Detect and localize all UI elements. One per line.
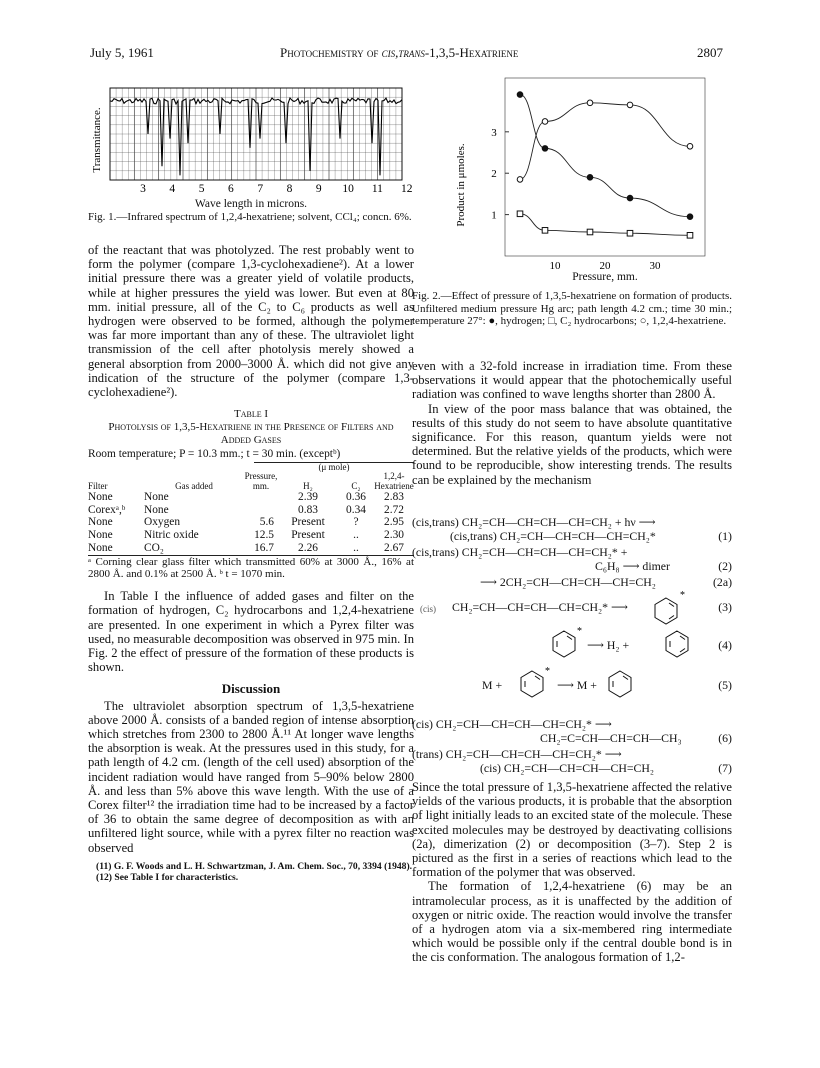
running-title [280,45,518,61]
excited-star-4: * [577,626,582,637]
cyclohexadiene-ring-5a [521,671,543,697]
table-cell [244,504,278,517]
table-row [88,529,414,542]
data-point-filled-circle [627,195,633,201]
table-cell: 2.30 [384,528,404,541]
table-cell: Present [291,528,325,541]
reaction-5-number: (5) [718,678,732,692]
left-column [88,243,414,883]
reaction-7b: (cis) CH₂=CH—CH=CH—CH=CH₂ [480,761,655,775]
excited-star-5: * [545,666,550,677]
ir-spectrum-plot [88,78,414,218]
fig2-xtick-label: 10 [549,260,561,272]
series-curve-open-circle [520,103,690,180]
reaction-3-reactant: CH₂=CH—CH=CH—CH=CH₂* ⟶ [452,600,628,614]
table-cell: .. [353,541,359,554]
table-conditions: Room temperature; P = 10.3 mm.; t = 30 min. (exceptᵇ) [88,448,341,461]
data-point-square [587,229,593,235]
data-point-square [517,211,523,217]
reaction-1b: (cis,trans) CH₂=CH—CH=CH—CH=CH₂* [450,529,656,543]
th-pressure: Pressure, mm. [244,471,278,491]
table-cell: 2.95 [384,516,404,529]
table-cell: 5.6 [259,516,274,529]
reaction-6-number: (6) [718,731,732,745]
table-row [88,542,414,555]
reaction-3-number: (3) [718,600,732,614]
fig1-xlabel: Wave length in microns. [194,198,308,210]
data-point-open-circle [587,100,593,106]
ir-tick-label: 10 [342,183,354,195]
cyclohexadiene-ring-5b [609,671,631,697]
table-row [88,516,414,529]
reaction-7a: (trans) CH₂=CH—CH=CH—CH=CH₂* ⟶ [412,747,622,761]
th-umole: (μ mole) [254,462,414,473]
table-header-row [88,462,414,492]
table-cell: None [88,528,113,541]
fig2-ytick-label: 1 [491,209,497,222]
table-cell: 2.67 [384,541,404,554]
reaction-6b: CH₂=C=CH—CH=CH—CH₃ [540,731,682,745]
mechanism [412,516,732,716]
ir-tick-label: 6 [228,183,234,195]
data-point-filled-circle [542,146,548,152]
table-title: Photolysis of 1,3,5-Hexatriene in the Presence of Filters and Added Gases [108,421,394,446]
reaction-7-number: (7) [718,761,732,775]
pressure-chart [450,70,710,285]
table-cell: 2.39 [298,491,318,504]
reaction-1a: (cis,trans) CH₂=CH—CH=CH—CH=CH₂ + hν ⟶ [412,515,656,529]
header-date: July 5, 1961 [90,45,154,60]
right-paragraph-4: The formation of 1,2,4-hexatriene (6) may be an intramolecular process, as it is unaffected by the addition of oxygen or nitric oxide. The reaction would involve the transfer of a hydrogen atom via a six-membered ring intermediate which would be possible only if the central double bond is in the cis conformation. The analogous formation of 1,2- [412,879,732,965]
data-point-filled-circle [687,214,693,220]
right-paragraph-2: In view of the poor mass balance that was obtained, the results of this study do not seem to have absolute quantitative significance. For this reason, quantum yields were not determined. But the relative yields of the products, which were found to be reproducible, show interesting trends. The results can be explained by the mechanism [412,401,732,487]
footnote-12: (12) See Table I for characteristics. [96,871,239,883]
left-paragraph-1: of the reactant that was photolyzed. The rest probably went to form the polymer (compare 1,3-cyclohexadiene²). At a lower initial pressure there was a greater yield of volatile products, while at higher pressures the yield was lower. But even at 80 mm. initial pressure, all of the C₂ to C₆ products as well as hydrogen were observed to be formed, although the polymer was far more important than any of these. The ultraviolet light transmission of the cell after photolysis merely showed a general absorption from 2000–3000 Å. which did not give any indication of the structure of the polymer (compare 1,3-cyclohexadiene²). [88,243,414,400]
benzene-ring-4b [666,631,688,657]
table-cell: 12.5 [254,528,274,541]
data-point-open-circle [542,119,548,125]
running-title-suffix: -1,3,5-Hexatriene [424,45,519,60]
table-footnote: ᵃ Corning clear glass filter which transmitted 60% at 3000 Å., 16% at 2800 Å. and 0.1% at 2500 Å. ᵇ t = 1070 min. [88,556,414,581]
cyclohexadiene-ring-3 [655,598,677,624]
th-filter: Filter [88,480,108,491]
fig2-ylabel: Product in μmoles. [455,143,467,227]
data-point-open-circle [627,102,633,108]
right-column-top [412,359,732,487]
ir-tick-labels [140,183,413,195]
table-row [88,504,414,517]
table-row [88,491,414,504]
table-label: Table I [233,408,269,421]
running-title-italic: cis,trans [381,45,425,60]
reaction-2b: C₆H₈ ⟶ dimer [595,559,670,573]
table-cell: Corexᵃ,ᵇ [88,503,126,516]
left-paragraph-2: In Table I the influence of added gases and filter on the formation of hydrogen, C₂ hydrocarbons and 1,2,4-hexatriene are presented. In one experiment in which a Pyrex filter was used, no measurable decomposition was observed in 975 min. In Fig. 2 the effect of pressure of the formation of these products is shown. [88,589,414,675]
ir-tick-label: 4 [169,183,176,195]
page-number: 2807 [697,45,723,60]
running-title-prefix: Photochemistry of [280,45,382,60]
reaction-5-right: ⟶ M + [557,678,597,692]
right-column-bottom [412,780,732,965]
reaction-2a-number: (2a) [713,575,732,589]
reaction-2a-products: ⟶ 2CH₂=CH—CH=CH—CH=CH₂ [480,575,656,589]
table-cell: .. [353,528,359,541]
th-hexatriene-label: 1,2,4-Hexatriene [374,471,414,491]
table-cell: None [88,541,113,554]
table-cell: 0.34 [346,503,366,516]
table-cell: 16.7 [254,541,274,554]
ir-tick-label: 8 [286,183,293,195]
table-cell: None [144,503,169,516]
reaction-2a: (cis,trans) CH₂=CH—CH=CH—CH=CH₂* + [412,545,628,559]
figure-2 [450,70,710,285]
data-point-open-circle [517,177,523,183]
ir-tick-label: 9 [315,183,322,195]
reaction-5-left: M + [482,678,503,692]
table-cell: Present [291,516,325,529]
fig2-caption: Fig. 2.—Effect of pressure of 1,3,5-hexatriene on formation of products. Unfiltered medium pressure Hg arc; path length 4.2 cm.; time 30 min.; temperature 27°: ●, hydrogen; □, C₂ hydrocarbons; ○, 1,2,4-hexatriene. [412,290,732,328]
fig2-ytick-label: 3 [491,126,497,139]
data-point-square [687,233,693,239]
reaction-1-number: (1) [718,529,732,543]
table-cell [244,491,278,504]
ir-tick-label: 3 [140,183,146,195]
left-paragraph-3: The ultraviolet absorption spectrum of 1,3,5-hexatriene above 2000 Å. consists of a banded region of intense absorption which stretches from 2300 to 2800 Å.¹¹ At longer wave lengths the absorption is weak. At the pressures used in this study, for a path length of 4.2 cm. (length of the cell used) absorption of the incident radiation would have ranged from 5–90% below 2800 Å. and less than 5% above this wave length. With the use of a Corex filter¹² the irradiation time had to be increased by a factor of 36 to obtain the same degree of decomposition as with an unfiltered light source, while with a pyrex filter no reaction was observed [88,698,414,855]
table-cell: ? [353,516,359,529]
ring-structures [412,516,732,716]
table-cell: None [88,516,113,529]
fig2-ytick-label: 2 [491,168,497,181]
ir-tick-label: 12 [400,183,413,195]
fig2-xlabel: Pressure, mm. [572,271,638,283]
excited-star-3: * [680,590,685,601]
reaction-4-products: ⟶ H₂ + [587,638,630,652]
table-cell: CO₂ [144,541,164,554]
th-gas: Gas added [175,480,213,491]
footnote-11: (11) G. F. Woods and L. H. Schwartzman, J. Am. Chem. Soc., 70, 3394 (1948). [96,860,413,872]
mechanism-continued [412,718,732,780]
discussion-heading: Discussion [221,681,281,697]
fig2-frame [505,78,705,256]
data-point-square [542,228,548,234]
data-point-filled-circle [587,175,593,181]
table-cell: Nitric oxide [144,528,199,541]
ir-tick-label: 11 [371,183,383,195]
data-point-square [627,230,633,236]
right-paragraph-3: Since the total pressure of 1,3,5-hexatriene affected the relative yields of the various products, it is probable that the absorption of light initially leads to an excited state of the molecule. These excited molecules may be destroyed by deactivating collisions (2a), dimerization (2) or decomposition (3–7). Step 2 is pictured as the first in a series of reactions which lead to the formation of the polymer that was observed. [412,780,732,880]
table-cell: 0.83 [298,503,318,516]
right-paragraph-1: even with a 32-fold increase in irradiation time. From these observations it would appear that the photochemically useful radiation was confined to wave lengths shorter than 2800 Å. [412,359,732,402]
table-cell: 0.36 [346,491,366,504]
table-1 [88,462,414,554]
ir-tick-label: 7 [257,183,264,195]
table-cell: 2.83 [384,491,404,504]
table-cell: None [144,491,169,504]
fig1-caption: Fig. 1.—Infrared spectrum of 1,2,4-hexatriene; solvent, CCl₄; concn. 6%. [88,211,412,223]
reaction-6a: (cis) CH₂=CH—CH=CH—CH=CH₂* ⟶ [412,717,612,731]
table-cell: 2.72 [384,503,404,516]
ir-tick-label: 5 [198,183,205,195]
series-curve-filled-circle [520,95,690,217]
table-cell: None [88,491,113,504]
reaction-4-number: (4) [718,638,732,652]
cyclohexadiene-ring-4a [553,631,575,657]
fig2-xtick-label: 30 [649,260,661,272]
table-cell: 2.26 [298,541,318,554]
figure-1 [88,78,414,218]
fig2-xtick-label: 20 [599,260,611,272]
data-point-open-circle [687,144,693,150]
table-cell: Oxygen [144,516,181,529]
reaction-3-cis: (cis) [420,604,436,614]
reaction-2-number: (2) [718,559,732,573]
th-h2: H₂ [303,480,313,491]
fig1-ylabel: Transmittance. [91,107,103,173]
th-c2: C₂ [351,480,361,491]
data-point-filled-circle [517,92,523,98]
